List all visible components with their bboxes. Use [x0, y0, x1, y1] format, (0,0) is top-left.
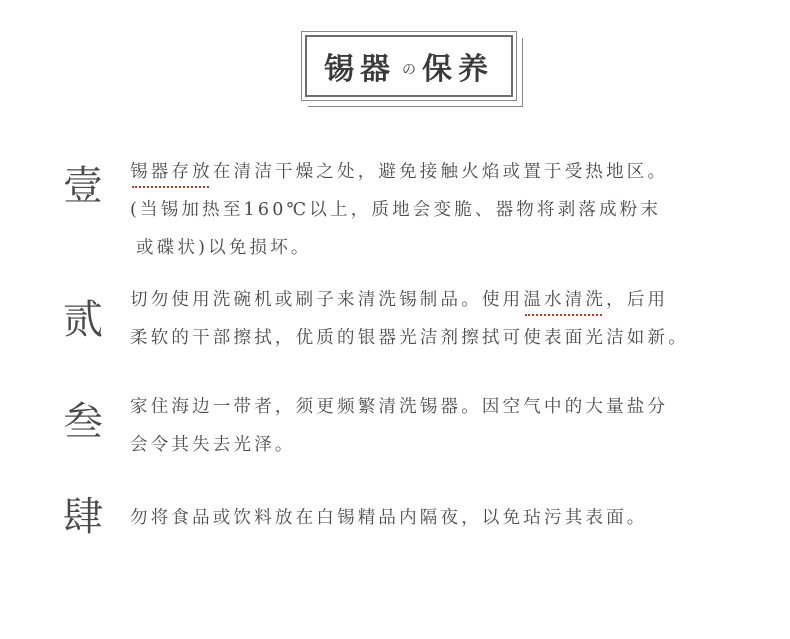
section-3-line-2: 会令其失去光泽。 — [130, 435, 296, 455]
title-part-1: 锡器 — [324, 52, 396, 87]
page-title-frame — [301, 31, 523, 106]
section-2-line-1-after: ，后用 — [606, 290, 669, 310]
section-1-line-1 — [130, 153, 770, 191]
section-3-numeral: 叁 — [63, 399, 103, 445]
section-1-line-3: 或碟状)以免损坏。 — [136, 238, 312, 258]
section-1-line-2: (当锡加热至160℃以上，质地会变脆、器物将剥落成粉末 — [130, 200, 662, 220]
page-title — [305, 35, 513, 97]
section-2-text — [130, 281, 770, 357]
section-3-line-1: 家住海边一带者，须更频繁清洗锡器。因空气中的大量盐分 — [130, 397, 669, 417]
section-1-line-1-rest: 在清洁干燥之处，避免接触火焰或置于受热地区。 — [212, 162, 669, 182]
section-1-highlight: 锡器存放 — [130, 162, 213, 182]
section-4-line-1: 勿将食品或饮料放在白锡精品内隔夜，以免玷污其表面。 — [130, 508, 648, 528]
section-2-numeral: 贰 — [63, 297, 103, 343]
section-1-text — [130, 153, 770, 267]
section-4-text — [130, 499, 770, 537]
section-2-line-1-before: 切勿使用洗碗机或刷子来清洗锡制品。使用 — [130, 290, 524, 310]
section-2-line-2: 柔软的干部擦拭，优质的银器光洁剂擦拭可使表面光洁如新。 — [130, 328, 689, 348]
section-1-numeral: 壹 — [63, 163, 103, 209]
section-2-line-1 — [130, 281, 770, 319]
section-3-text — [130, 388, 770, 464]
title-connector: の — [402, 62, 416, 78]
title-part-2: 保养 — [422, 52, 494, 87]
section-2-highlight: 温水清洗 — [523, 290, 607, 310]
section-4-numeral: 肆 — [63, 494, 103, 540]
